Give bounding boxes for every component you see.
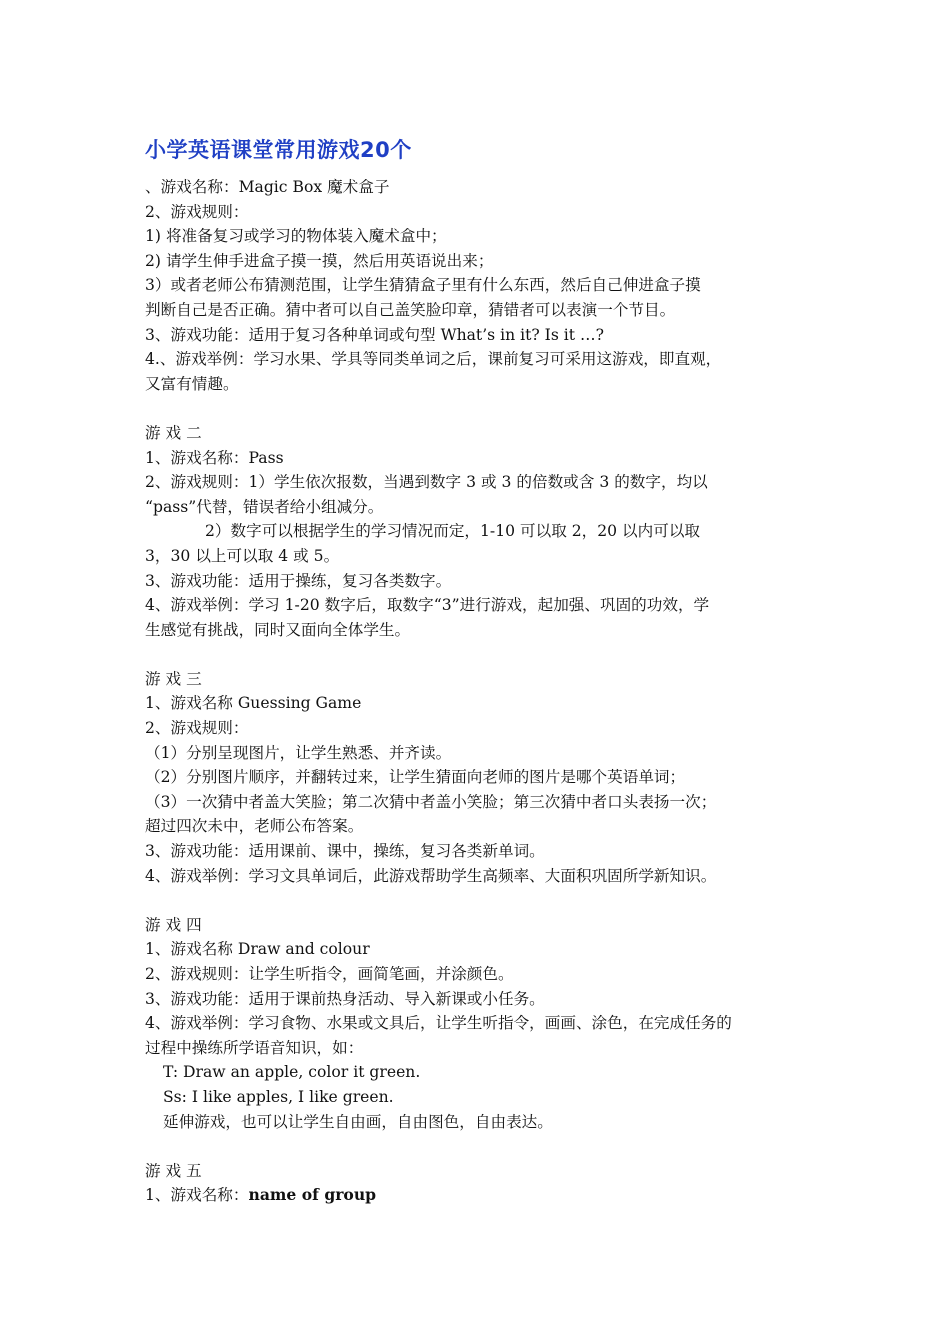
text-line: 4、游戏举例：学习食物、水果或文具后，让学生听指令，画画、涂色，在完成任务的 bbox=[145, 1014, 732, 1033]
text-line: 3）或者老师公布猜测范围，让学生猜猜盒子里有什么东西，然后自己伸进盒子摸 bbox=[145, 276, 701, 295]
text-line: 生感觉有挑战，同时又面向全体学生。 bbox=[145, 620, 411, 639]
text-line: 又富有情趣。 bbox=[145, 374, 239, 393]
text-line: 2) 请学生伸手进盒子摸一摸，然后用英语说出来； bbox=[145, 251, 494, 270]
text-line: 2、游戏规则：1）学生依次报数，当遇到数字 3 或 3 的倍数或含 3 的数字，均以 bbox=[145, 473, 708, 492]
text-line: 延伸游戏，也可以让学生自由画，自由图色，自由表达。 bbox=[163, 1112, 553, 1131]
section-heading: 游 戏 三 bbox=[145, 669, 202, 688]
section-heading: 游 戏 四 bbox=[145, 915, 202, 934]
text-line: 2、游戏规则： bbox=[145, 202, 249, 221]
text-line: 1、游戏名称 Draw and colour bbox=[145, 940, 370, 959]
text-line: 3，30 以上可以取 4 或 5。 bbox=[145, 546, 340, 565]
blank-line bbox=[145, 888, 835, 913]
blank-line bbox=[145, 642, 835, 667]
text-line: 2）数字可以根据学生的学习情况而定，1-10 可以取 2，20 以内可以取 bbox=[205, 522, 701, 541]
blank-line bbox=[145, 1134, 835, 1159]
text-line: 3、游戏功能：适用于课前热身活动、导入新课或小任务。 bbox=[145, 989, 545, 1008]
text-line: 4.、游戏举例：学习水果、学具等同类单词之后，课前复习可采用这游戏，即直观， bbox=[145, 350, 722, 369]
text-line: （2）分别图片顺序，并翻转过来，让学生猜面向老师的图片是哪个英语单词； bbox=[145, 768, 686, 787]
text-line: （1）分别呈现图片，让学生熟悉、并齐读。 bbox=[145, 743, 452, 762]
text-line: 3、游戏功能：适用课前、课中，操练，复习各类新单词。 bbox=[145, 842, 545, 861]
text-line: （3）一次猜中者盖大笑脸；第二次猜中者盖小笑脸；第三次猜中者口头表扬一次； bbox=[145, 792, 717, 811]
text-line: 2、游戏规则： bbox=[145, 719, 249, 738]
text-line: 3、游戏功能：适用于操练，复习各类数字。 bbox=[145, 571, 452, 590]
section-heading: 游 戏 二 bbox=[145, 423, 202, 442]
text-line: 1、游戏名称：Pass bbox=[145, 448, 284, 467]
text-line: 3、游戏功能：适用于复习各种单词或句型 What’s in it? Is it …? bbox=[145, 325, 604, 344]
text-line: 1、游戏名称 Guessing Game bbox=[145, 694, 362, 713]
text-line: 4、游戏举例：学习文具单词后，此游戏帮助学生高频率、大面积巩固所学新知识。 bbox=[145, 866, 717, 885]
blank-line bbox=[145, 396, 835, 421]
text-line: 4、游戏举例：学习 1-20 数字后，取数字“3”进行游戏，起加强、巩固的功效，学 bbox=[145, 596, 710, 615]
text-line: 、游戏名称：Magic Box 魔术盒子 bbox=[145, 178, 390, 196]
text-line: 1) 将准备复习或学习的物体装入魔术盒中； bbox=[145, 227, 447, 246]
text-line: T: Draw an apple, color it green. bbox=[163, 1063, 421, 1082]
text-line bbox=[145, 1183, 835, 1208]
text-line: Ss: I like apples, I like green. bbox=[163, 1087, 394, 1106]
document-title: 小学英语课堂常用游戏20个 bbox=[145, 138, 412, 162]
document-body bbox=[145, 175, 835, 1208]
game-name-bold: name of group bbox=[248, 1185, 377, 1205]
text-line: 过程中操练所学语音知识，如： bbox=[145, 1038, 364, 1057]
section-heading: 游 戏 五 bbox=[145, 1161, 202, 1180]
text-line: 判断自己是否正确。猜中者可以自己盖笑脸印章，猜错者可以表演一个节目。 bbox=[145, 300, 676, 319]
text-line: 2、游戏规则：让学生听指令，画简笔画，并涂颜色。 bbox=[145, 965, 514, 983]
text-line: 超过四次未中，老师公布答案。 bbox=[145, 817, 364, 836]
text-line-prefix: 1、游戏名称： bbox=[145, 1186, 249, 1205]
text-line: “pass”代替，错误者给小组减分。 bbox=[145, 497, 384, 516]
